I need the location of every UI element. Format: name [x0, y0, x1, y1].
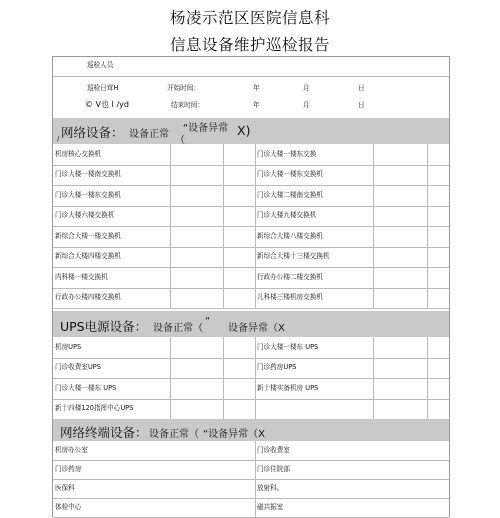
network-right-item: 门诊大楼一楼东交换机	[257, 170, 323, 179]
column-divider	[427, 337, 428, 419]
column-divider	[255, 144, 256, 308]
end-time-label: 结束时间：	[171, 101, 204, 109]
row-divider	[53, 288, 449, 289]
terminal-section-header	[53, 419, 449, 441]
report-title-line1: 杨凌示范区医院信息科	[169, 9, 330, 27]
row-divider	[53, 226, 449, 227]
row-divider	[53, 165, 449, 166]
network-abnormal-label: “设备异常	[183, 123, 229, 134]
column-divider	[373, 144, 374, 308]
column-divider	[373, 337, 374, 419]
ups-right-item: 新十楼实备机房 UPS	[257, 383, 319, 392]
terminal-normal-label: 设备正常（	[149, 429, 199, 440]
end-year-label: 年	[253, 101, 260, 109]
ups-left-item: 机房UPS	[55, 342, 82, 351]
terminal-right-item: 门诊收费室	[257, 446, 290, 454]
inspector-label: 巡检人员	[87, 61, 114, 69]
row-divider	[53, 460, 449, 461]
row-divider	[53, 479, 449, 480]
network-right-item: 新综合大楼十三楼交换机	[257, 252, 330, 261]
start-time-label: 开始时间：	[167, 84, 200, 92]
ups-abnormal-label: 设备异常（X	[228, 323, 285, 334]
row-divider	[53, 267, 449, 268]
column-divider	[255, 441, 256, 517]
column-divider	[170, 337, 171, 419]
column-divider	[223, 337, 224, 419]
column-divider	[427, 144, 428, 308]
terminal-left-item: 体检中心	[55, 503, 82, 511]
network-left-item: 行政办公楼四楼交换机	[55, 293, 121, 302]
inspection-date-label: 巡检日茸H	[87, 84, 119, 92]
signature-mark: © V也 I /yd	[85, 100, 129, 109]
terminal-abnormal-label: “设备异常（X	[203, 429, 266, 440]
ups-left-item: 门诊大楼一楼东 UPS	[55, 383, 117, 392]
network-right-item: 新综合大楼八楼交换机	[257, 231, 323, 240]
column-divider	[170, 144, 171, 308]
row-divider	[53, 498, 449, 499]
network-left-item: 新综合大楼四楼交换机	[55, 252, 121, 261]
row-divider	[53, 247, 449, 248]
terminal-section-title: 网络终端设备：	[60, 425, 148, 440]
terminal-left-item: 门诊药房	[55, 465, 82, 473]
row-divider	[53, 308, 449, 309]
ups-quote-mark: “	[205, 316, 211, 327]
row-divider	[53, 185, 449, 186]
start-year-label: 年	[253, 84, 260, 92]
start-month-label: 月	[303, 84, 310, 92]
network-corner-mark: /	[57, 135, 60, 143]
terminal-right-item: 放射科。	[257, 484, 284, 492]
network-paren-close: X)	[237, 123, 251, 138]
network-right-item: 门诊大楼二楼南交换机	[257, 190, 323, 199]
network-right-item: 门诊大楼一楼东交换	[257, 149, 317, 158]
network-left-item: 新综合大楼一楼交换机	[55, 231, 121, 240]
ups-right-item: 门诊大楼一楼东 UPS	[257, 342, 319, 351]
network-right-item: 儿科楼三楼机房交换机	[257, 293, 323, 302]
end-day-label: 日	[358, 101, 365, 109]
end-month-label: 月	[303, 101, 310, 109]
network-paren-open: （	[175, 135, 185, 146]
network-left-item: 门诊大楼一楼南交换机	[55, 170, 121, 179]
terminal-right-item: 磁共振室	[257, 503, 284, 511]
ups-section-title: UPS电源设备：	[60, 319, 148, 334]
terminal-left-item: 机房办公室	[55, 446, 88, 454]
ups-right-item: 门诊药房UPS	[257, 363, 297, 372]
start-day-label: 日	[358, 84, 365, 92]
ups-left-item: 新十四楼120指挥中心UPS	[55, 404, 134, 413]
network-left-item: 机房核心交换机	[55, 149, 102, 158]
network-right-item: 门诊大楼九楼交换机	[257, 211, 317, 220]
network-normal-label: 设备正常	[129, 129, 169, 140]
ups-left-item: 门诊收费室UPS	[55, 363, 101, 372]
inspection-form	[52, 56, 450, 517]
row-divider	[53, 378, 449, 379]
network-section-header	[53, 118, 449, 144]
ups-section-header	[53, 311, 449, 337]
network-left-item: 门诊大楼一楼东交换机	[55, 190, 121, 199]
network-left-item: 内科楼一楼交换机	[55, 272, 108, 281]
row-divider	[53, 399, 449, 400]
row-divider	[53, 206, 449, 207]
network-right-item: 行政办公楼二楼交换机	[257, 272, 323, 281]
report-title-line2: 信息设备维护巡检报告	[169, 36, 330, 54]
terminal-right-item: 门诊住院部	[257, 465, 290, 473]
divider	[53, 76, 449, 77]
column-divider	[223, 144, 224, 308]
terminal-left-item: 医保科	[55, 484, 75, 492]
network-section-title: 网络设备：	[61, 125, 124, 140]
network-left-item: 门诊大楼六楼交换机	[55, 211, 115, 220]
row-divider	[53, 358, 449, 359]
column-divider	[255, 337, 256, 419]
ups-normal-label: 设备正常（	[153, 323, 203, 334]
